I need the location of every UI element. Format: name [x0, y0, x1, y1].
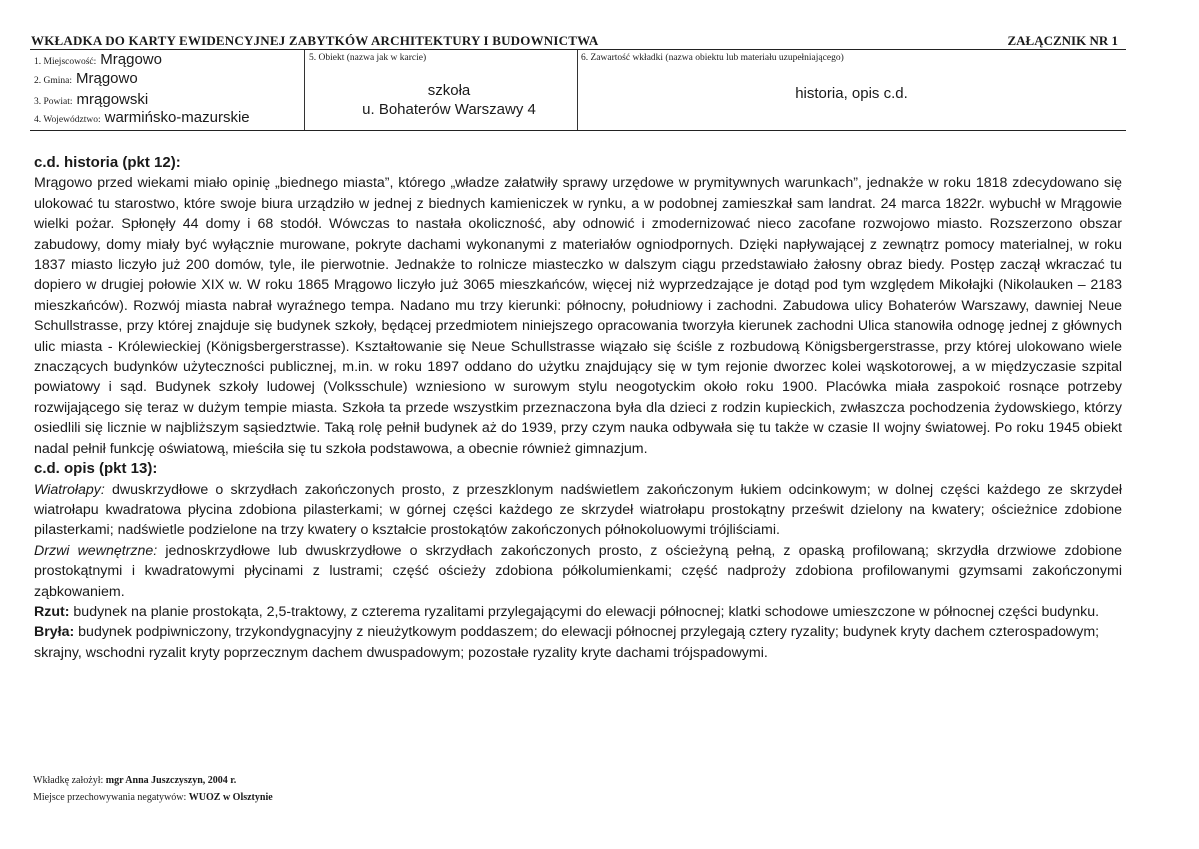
voivodeship-label: 4. Województwo:: [34, 115, 101, 125]
item-label: Drzwi wewnętrzne:: [34, 542, 158, 559]
voivodeship-row: [34, 109, 250, 127]
storage-value: WUOZ w Olsztynie: [188, 792, 273, 803]
item-label: Bryła:: [34, 624, 75, 641]
item-label: Rzut:: [34, 603, 70, 620]
description-item: [34, 480, 1122, 541]
commune-row: [34, 70, 138, 88]
object-name-line2: u. Bohaterów Warszawy 4: [362, 101, 536, 118]
town-row: [34, 51, 162, 69]
object-name-line1: szkoła: [427, 82, 471, 99]
item-text: jednoskrzydłowe lub dwuskrzydłowe o skrzydłach zakończonych prosto, z ościeżyną pełną, z opaską profilowaną; skrzydła drzwiowe zdobione prostokątnymi i kwadratowymi płycinami z lustrami; część ościeży zdobiona półkolumienkami; część nadproży zdobiona profilowanymi gzymsami zakończonymi ząbkowaniem.: [34, 542, 1122, 600]
storage-line: [33, 792, 273, 803]
item-text: dwuskrzydłowe o skrzydłach zakończonych prosto, z przeszklonym nadświetlem zakończonym łukiem odcinkowym; w dolnej części każdego ze skrzydeł wiatrołapu kwadratowa płycina zdobiona pilasterkami; w górnej części każdego ze skrzydeł wiatrołapu prostokątny prześwit dzielony na kwatery; ościeżnice zdobione pilasterkami; nadświetle podzielone na trzy kwatery o kształcie prostokątów zakończonych półnokoluowymi trójliściami.: [34, 481, 1122, 539]
identification-table: [30, 49, 1126, 131]
item-label: Wiatrołapy:: [34, 481, 105, 498]
county-row: [34, 91, 148, 109]
county-label: 3. Powiat:: [34, 97, 73, 107]
description-item: [34, 602, 1122, 622]
commune-label: 2. Gmina:: [34, 76, 72, 86]
item-text: budynek podpiwniczony, trzykondygnacyjny z nieużytkowym poddaszem; do elewacji północnej przylegają cztery ryzality; budynek kryty dachem czterospadowym; skrajny, wschodni ryzalit kryty poprzecznym dachem dwuspadowym; pozostałe ryzality kryte dachami trójspadowymi.: [34, 624, 1100, 661]
history-heading: c.d. historia (pkt 12):: [34, 154, 181, 171]
contents-label: 6. Zawartość wkładki (nazwa obiektu lub materiału uzupełniającego): [581, 53, 844, 63]
county-value: mrągowski: [76, 91, 149, 108]
author-label: Wkładkę założył:: [33, 775, 106, 786]
item-text: budynek na planie prostokąta, 2,5-traktowy, z czterema ryzalitami przylegającymi do elewacji północnej; klatki schodowe umieszczone w północnej części budynku.: [69, 603, 1100, 620]
author-value: mgr Anna Juszczyszyn, 2004 r.: [105, 775, 237, 786]
contents-value: historia, opis c.d.: [795, 85, 908, 102]
object-value: [304, 81, 594, 119]
form-title: WKŁADKA DO KARTY EWIDENCYJNEJ ZABYTKÓW ARCHITEKTURY I BUDOWNICTWA: [31, 33, 599, 48]
annex-number: ZAŁĄCZNIK NR 1: [1007, 33, 1118, 48]
storage-label: Miejsce przechowywania negatywów:: [33, 792, 189, 803]
history-text: Mrągowo przed wiekami miało opinię „biednego miasta”, którego „władze załatwiły sprawy urzędowe w prymitywnych warunkach”, jednakże w roku 1818 zdecydowano się ulokować tu starostwo, które swoje biura urządziło w jednej z biednych kamieniczek w rynku, a w podobnej zamieszkał sam landrat. 24 marca 1822r. wybuchł w Mrągowie wielki pożar. Spłonęły 44 domy i 68 stodół. Wówczas to nastała okoliczność, aby odnowić i zmodernizować nieco zacofane rozwojowo miasto. Rozszerzono obszar zabudowy, domy miały być wyłącznie murowane, pokryte dachami wykonanymi z materiałów ogniodpornych. Dzięki napływającej z zewnątrz pomocy materialnej, w roku 1837 miasto liczyło już 200 domów, tyle, ile pierwotnie. Jednakże to rolnicze miasteczko w dalszym ciągu przedstawiało żałosny obraz biedy. Postęp zaczął wkraczać tu dopiero w drugiej połowie XIX w. W roku 1865 Mrągowo liczyło już 3065 mieszkańców, więcej niż wyprzedzające je dotąd pod tym względem Mikołajki (Nikolauken – 2183 mieszkańców). Rozwój miasta nabrał wyraźnego tempa. Nadano mu trzy kierunki: północny, południowy i zachodni. Zabudowa ulicy Bohaterów Warszawy, dawniej Neue Schullstrasse, przy której znajduje się budynek szkoły, będącej przedmiotem niniejszego opracowania tworzyła kierunek zachodni Ulica stanowiła odnogę jednej z głównych ulic miasta - Królewieckiej (Königsbergerstrasse). Kształtowanie się Neue Schullstrasse wiązało się ściśle z rozbudową Königsbergerstrasse, przy której ulokowano wiele znaczących budynków użyteczności publicznej, m.in. w roku 1897 oddano do użytku znajdujący się w tym rejonie dworzec kolei wąskotorowej, a w międzyczasie szpital powiatowy i sąd. Budynek szkoły ludowej (Volksschule) wzniesiono w surowym stylu neogotyckim około roku 1900. Placówka miała zaspokoić rosnące potrzeby rozwijającego się teraz w dużym tempie miasta. Szkoła ta przede wszystkim przeznaczona była dla dzieci z rodzin kupieckich, zwłaszcza pochodzenia żydowskiego, którzy osiedlili się licznie w najbliższym sąsiedztwie. Taką rolę pełnił budynek aż do 1939, przy czym nauka odbywała się tu także w czasie II wojny światowej. Po roku 1945 obiekt nadal pełnił funkcję oświatową, mieściła się tu szkoła podstawowa, a obecnie również gimnazjum.: [34, 175, 1122, 457]
description-item: [34, 541, 1122, 602]
commune-value: Mrągowo: [76, 70, 138, 87]
object-label: 5. Obiekt (nazwa jak w karcie): [309, 53, 427, 63]
town-value: Mrągowo: [100, 51, 162, 68]
description-item: [34, 622, 1122, 663]
town-label: 1. Miejscowość:: [34, 57, 97, 67]
card-body: [34, 153, 1122, 663]
voivodeship-value: warmińsko-mazurskie: [104, 109, 250, 126]
description-heading: c.d. opis (pkt 13):: [34, 460, 158, 478]
author-line: [33, 775, 236, 786]
